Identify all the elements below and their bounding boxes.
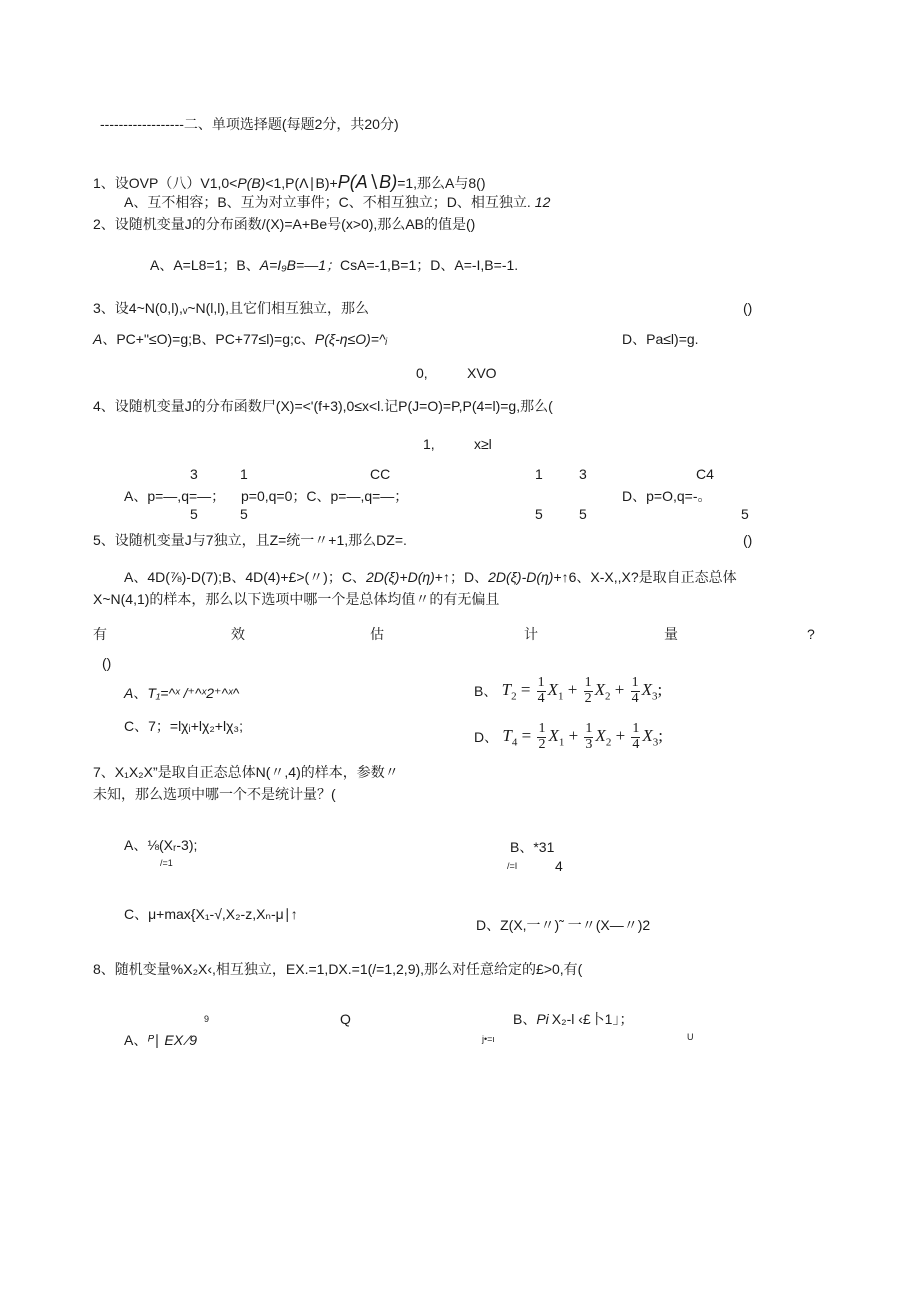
q7-stem-line2: 未知，那么选项中哪一个不是统计量？(: [93, 786, 336, 802]
formula-subscript: 2: [605, 736, 612, 749]
formula-symbol: X: [641, 680, 653, 700]
formula-symbol: X: [547, 680, 559, 700]
q7-sub-b: /=I: [507, 861, 518, 871]
q3-stem: 3、设4~N(0,l),ᵥ~N(l,l),且它们相互独立，那么: [93, 300, 369, 316]
q2-option-part: CsA=-1,B=1；D、A=-I,B=-1.: [339, 257, 519, 273]
fraction-numerator: 1: [584, 675, 592, 690]
q8-option-part: A、: [124, 1032, 148, 1048]
q5-option-part: 2D(ξ)-D(η): [488, 569, 554, 585]
fraction-denominator: 4: [537, 690, 545, 706]
q2-option-part: A、A=L8=1；B、: [150, 257, 260, 273]
q3-extra-1: 0,: [416, 365, 428, 381]
formula-operator: =: [521, 726, 532, 746]
q4-frac-bottom: 5: [240, 506, 248, 522]
fraction: [537, 722, 546, 752]
formula-subscript: 3: [652, 690, 658, 703]
formula-subscript: 2: [605, 690, 611, 703]
q6-spread-char: 估: [370, 626, 384, 642]
fraction-denominator: 2: [538, 736, 546, 752]
formula-symbol: X: [642, 726, 653, 746]
q7-option-a: A、⅛(Xᵣ-3);: [124, 837, 198, 853]
q6-spread-char: 效: [231, 626, 245, 642]
q4-frac-top: CC: [370, 466, 391, 482]
q4-frac-bottom: 5: [535, 506, 543, 522]
fraction: [584, 676, 593, 706]
q4-case-2: x≥l: [474, 436, 492, 452]
q6-option-b: [474, 676, 662, 706]
fraction: [537, 676, 546, 706]
q7-option-b: B、*31: [510, 839, 555, 855]
formula-subscript: 3: [652, 736, 659, 749]
q1-stem-part: <1,P(Λ∣B)+: [265, 175, 338, 191]
fraction-denominator: 3: [585, 736, 593, 752]
header-dashes: ------------------: [100, 116, 184, 132]
q1-stem-part: P(A∖B): [337, 172, 398, 192]
formula-operator: +: [615, 726, 626, 746]
q7-option-d: D、Z(X,一〃)˜ 一〃(X—〃)2: [476, 917, 651, 933]
q4-frac-top: 1: [240, 466, 248, 482]
q4-frac-top: 1: [535, 466, 543, 482]
q8-option-part: Pi: [536, 1011, 549, 1027]
q3-option-part: P(ξ-η≤O)=^ᵢ: [314, 331, 388, 347]
q6-option-a: [124, 686, 239, 700]
formula-symbol: X: [548, 726, 559, 746]
q8-q: Q: [340, 1011, 351, 1027]
q6-option-part: A: [124, 685, 134, 701]
q4-case-1: 1,: [423, 436, 435, 452]
q4-frac-top: C4: [696, 466, 714, 482]
q7-stem: 7、X₁X₂X”是取自正态总体N(〃,4)的样本，参数〃: [93, 764, 399, 780]
fraction: [631, 722, 640, 752]
q5-paren: (): [743, 532, 753, 548]
q4-frac-top: 3: [190, 466, 198, 482]
q7-option-c: C、μ+max{X₁-√,X₂-z,Xₙ-μ∣↑: [124, 906, 298, 922]
fraction: [584, 722, 593, 752]
section-title: 二、单项选择题(每题2分，共20分): [183, 116, 399, 132]
q6-spread-char: 有: [93, 626, 107, 642]
q1-stem: [93, 173, 486, 191]
q3-extra-2: XVO: [467, 365, 497, 381]
q4-frac-bottom: 5: [190, 506, 198, 522]
fraction-numerator: 1: [632, 721, 640, 736]
q8-u: U: [687, 1032, 694, 1042]
q7-sub-b2: 4: [555, 858, 563, 874]
formula-operator: ;: [657, 680, 663, 700]
q1-stem-part: 1、设OVP（八）V1,0<: [93, 175, 238, 191]
fraction-numerator: 1: [631, 675, 639, 690]
q2-options: [150, 258, 518, 272]
q8-option-part: X₂-l ‹£卜1」；: [551, 1011, 634, 1027]
q2-option-part: A=I₉B=—1；: [259, 257, 340, 273]
fraction-denominator: 4: [631, 690, 639, 706]
q1-options: [124, 195, 550, 209]
q8-option-a: [124, 1033, 197, 1047]
formula-operator: +: [614, 680, 625, 700]
q2-stem: 2、设随机变量J的分布函数/(X)=A+Be号(x>0),那么AB的值是(): [93, 216, 476, 232]
q5-options: [124, 570, 737, 584]
q1-mark: 12: [534, 194, 551, 210]
fraction-numerator: 1: [537, 675, 545, 690]
section-header: [100, 117, 399, 131]
q8-sub-j: j•=ι: [482, 1034, 495, 1044]
formula-operator: ;: [658, 726, 664, 746]
q6-stem-line2: X~N(4,1)的样本，那么以下选项中哪一个是总体均值〃的有无偏且: [93, 591, 500, 607]
q3-option-part: A: [93, 331, 103, 347]
q8-sup: 9: [204, 1014, 210, 1024]
q6-option-part: T₁=^ˣ /⁺^ˣ2⁺^ˣ^: [147, 685, 240, 701]
q5-option-part: +↑6、X-X,,X?是取自正态总体: [553, 569, 737, 585]
q8-option-part: B、: [513, 1011, 537, 1027]
q8-stem: 8、随机变量%X₂X‹,相互独立，EX.=1,DX.=1(/=1,2,9),那么对任意给定的£>0,有(: [93, 961, 583, 977]
q1-stem-part: =1,那么A与8(): [397, 175, 486, 191]
q5-option-part: +↑；D、: [434, 569, 489, 585]
q4-frac-bottom: 5: [579, 506, 587, 522]
q6-paren: (): [102, 655, 112, 671]
q6-option-d: [474, 722, 663, 752]
q3-options: [93, 332, 387, 346]
fraction-denominator: 4: [632, 736, 640, 752]
formula-subscript: 1: [558, 736, 565, 749]
q6-spread-char: 量: [664, 626, 678, 642]
formula-operator: +: [568, 726, 579, 746]
q6-option-c: C、7；=lχᵢ+lχ₂+lχ₃;: [124, 718, 244, 734]
q6-spread-char: 计: [524, 626, 538, 642]
q6-option-part: 、: [133, 685, 148, 701]
option-b-label: B、: [474, 683, 498, 700]
formula-symbol: T: [502, 726, 512, 746]
q3-option-part: 、PC+"≤O)=g;B、PC+77≤l)=g;c、: [102, 331, 315, 347]
q3-paren: (): [743, 300, 753, 316]
q1-options-text: A、互不相容；B、互为对立事件；C、不相互独立；D、相互独立.: [124, 194, 531, 210]
q4-option-bc: p=0,q=0；C、p=—,q=—；: [241, 488, 409, 504]
formula-subscript: 4: [511, 736, 518, 749]
formula-symbol: X: [595, 726, 606, 746]
formula-subscript: 2: [511, 690, 517, 703]
q6-spread-char: ?: [807, 626, 815, 642]
q4-frac-top: 3: [579, 466, 587, 482]
fraction: [631, 676, 640, 706]
q3-option-d: D、Pa≤l)=g.: [622, 331, 699, 347]
option-d-label: D、: [474, 729, 499, 746]
q5-stem: 5、设随机变量J与7独立，且Z=统一〃+1,那么DZ=.: [93, 532, 407, 548]
formula-symbol: T: [501, 680, 512, 700]
q1-stem-part: P(B): [237, 175, 266, 191]
q8-option-part: ᴾ∣ EX ∕9: [147, 1032, 198, 1048]
q7-sub-a: /=1: [160, 858, 173, 868]
q4-option-a: A、p=—,q=—；: [124, 488, 226, 504]
q5-option-part: 2D(ξ)+D(η): [365, 569, 435, 585]
formula-operator: =: [520, 680, 531, 700]
formula-subscript: 1: [558, 690, 564, 703]
fraction-denominator: 2: [584, 690, 592, 706]
q4-frac-bottom: 5: [741, 506, 749, 522]
q8-option-b: [513, 1012, 633, 1026]
fraction-numerator: 1: [585, 721, 593, 736]
q4-stem: 4、设随机变量J的分布函数尸(X)=<'(f+3),0≤x<l.记P(J=O)=P,P(4=l)=g,那么(: [93, 398, 553, 414]
q5-option-part: A、4D(⅞)-D(7);B、4D(4)+£>(〃)；C、: [124, 569, 366, 585]
fraction-numerator: 1: [538, 721, 546, 736]
q4-option-d: D、p=O,q=-。: [622, 488, 712, 504]
formula-operator: +: [567, 680, 578, 700]
formula-symbol: X: [594, 680, 606, 700]
